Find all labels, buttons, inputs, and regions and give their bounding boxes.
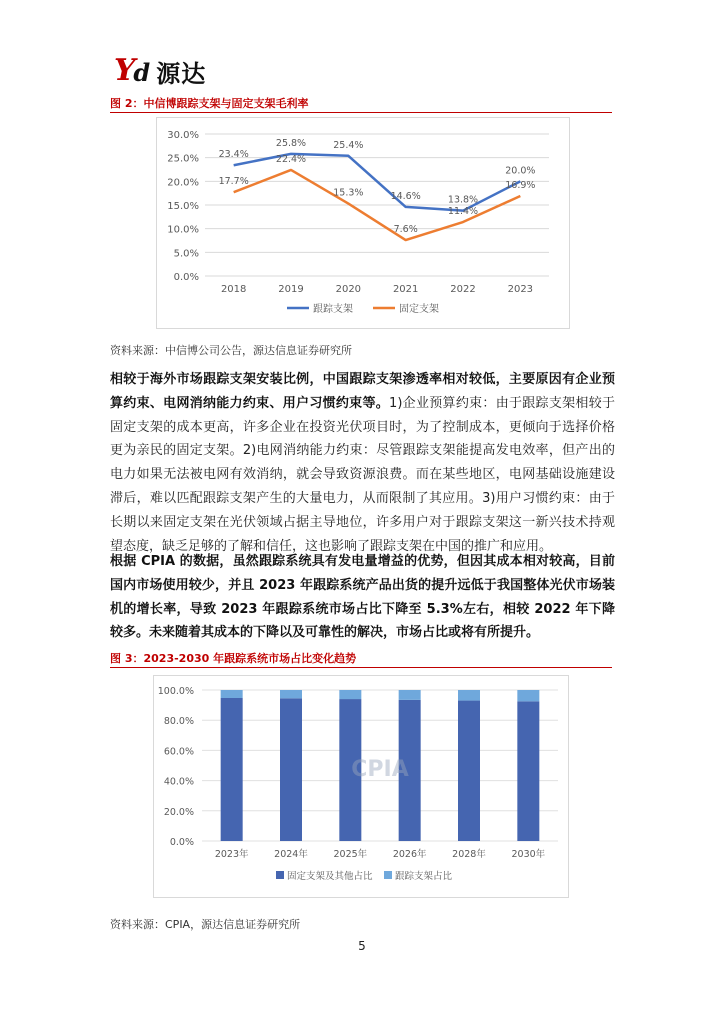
- bar-tracking-segment: [517, 690, 539, 701]
- data-label: 25.8%: [275, 137, 307, 149]
- page-number: 5: [358, 939, 366, 953]
- figure3-title-rule: [110, 667, 612, 668]
- figure3-chart-frame: [153, 675, 569, 898]
- data-label: 11.4%: [447, 206, 479, 218]
- x-tick-label: 2023年: [214, 849, 249, 860]
- bar-tracking-segment: [221, 690, 243, 698]
- x-tick-label: 2020: [335, 284, 362, 295]
- data-label: 25.4%: [333, 139, 364, 151]
- data-label: 7.6%: [393, 224, 418, 236]
- y-tick-label: 10.0%: [167, 224, 199, 236]
- y-tick-label: 5.0%: [173, 248, 199, 260]
- x-tick-label: 2030年: [511, 849, 546, 860]
- figure2-title: 图 2：中信博跟踪支架与固定支架毛利率: [110, 97, 309, 110]
- legend-swatch: [384, 871, 392, 879]
- watermark-text: CPIA: [351, 757, 409, 782]
- figure2-source: 资料来源：中信博公司公告，源达信息证券研究所: [110, 344, 352, 357]
- bar-fixed-segment: [517, 701, 539, 841]
- paragraph-1-lead: 相较于海外市场跟踪支架安装比例，中国跟踪支架渗透率相对较低，主要原因有企业预算约束、电网消纳能力约束、用户习惯约束等。: [110, 372, 615, 411]
- bar-fixed-segment: [458, 701, 480, 841]
- legend-label: 跟踪支架占比: [395, 871, 453, 882]
- bar-fixed-segment: [280, 698, 302, 841]
- legend-label: 固定支架: [399, 304, 439, 315]
- legend-swatch: [276, 871, 284, 879]
- x-tick-label: 2024年: [274, 849, 308, 860]
- figure2-line-chart: [157, 118, 569, 328]
- logo-mark: [114, 53, 151, 88]
- logo-mark-d: d: [133, 58, 151, 87]
- data-label: 20.0%: [505, 165, 536, 177]
- x-tick-label: 2018: [220, 284, 247, 295]
- y-tick-label: 0.0%: [173, 272, 199, 283]
- figure3-title: 图 3：2023-2030 年跟踪系统市场占比变化趋势: [110, 652, 357, 665]
- logo-mark-y: Y: [114, 53, 136, 88]
- figure2-chart-frame: [156, 117, 570, 329]
- x-tick-label: 2025年: [333, 849, 368, 860]
- y-tick-label: 15.0%: [167, 201, 199, 212]
- bar-fixed-segment: [221, 698, 243, 841]
- x-tick-label: 2019: [278, 284, 304, 295]
- legend-label: 固定支架及其他占比: [287, 871, 373, 882]
- x-tick-label: 2023: [507, 284, 534, 295]
- x-tick-label: 2026年: [392, 849, 427, 860]
- y-tick-label: 60.0%: [163, 746, 194, 758]
- y-tick-label: 100.0%: [157, 686, 194, 697]
- figure2-title-rule: [110, 112, 612, 113]
- data-label: 14.6%: [390, 190, 421, 202]
- paragraph-2: [110, 550, 615, 645]
- data-label: 15.3%: [333, 187, 364, 199]
- data-label: 22.4%: [275, 153, 307, 165]
- x-tick-label: 2028年: [452, 849, 486, 860]
- y-tick-label: 40.0%: [163, 776, 194, 788]
- data-label: 13.8%: [447, 194, 479, 206]
- legend-label: 跟踪支架: [313, 304, 353, 315]
- y-tick-label: 20.0%: [167, 177, 199, 189]
- y-tick-label: 25.0%: [167, 153, 199, 165]
- logo-text: 源达: [156, 59, 207, 88]
- data-label: 23.4%: [218, 149, 249, 161]
- y-tick-label: 80.0%: [163, 716, 194, 728]
- company-logo: [114, 55, 206, 87]
- data-label: 17.7%: [218, 176, 249, 188]
- figure3-source: 资料来源：CPIA，源达信息证券研究所: [110, 918, 301, 931]
- bar-tracking-segment: [280, 690, 302, 698]
- paragraph-1-body: 1)企业预算约束：由于跟踪支架相较于固定支架的成本更高，许多企业在投资光伏项目时，为了控制成本，更倾向于选择价格更为亲民的固定支架。2)电网消纳能力约束：尽管跟踪支架能提高发电效率，但产出的电力如果无法被电网有效消纳，就会导致资源浪费。而在某些地区，电网基础设施建设滞后，难以匹配跟踪支架产生的大量电力，从而限制了其应用。3)用户习惯约束：由于长期以来固定支架在光伏领域占据主导地位，许多用户对于跟踪支架这一新兴技术持观望态度，缺乏足够的了解和信任，这也影响了跟踪支架在中国的推广和应用。: [110, 395, 615, 554]
- y-tick-label: 30.0%: [167, 130, 199, 141]
- paragraph-2-body: 根据 CPIA 的数据，虽然跟踪系统具有发电量增益的优势，但因其成本相对较高，目前国内市场使用较少，并且 2023 年跟踪系统产品出货的提升远低于我国整体光伏市场装机的增长率，导致 2023 年跟踪系统市场占比下降至 5.3%左右，相较 2022 年下降较多。未来随着其成本的下降以及可靠性的解决，市场占比或将有所提升。: [110, 554, 615, 641]
- x-tick-label: 2022: [450, 284, 476, 295]
- paragraph-1: [110, 368, 615, 558]
- bar-tracking-segment: [458, 690, 480, 701]
- bar-tracking-segment: [399, 690, 421, 700]
- data-label: 16.9%: [505, 180, 536, 192]
- figure3-bar-chart: [154, 676, 568, 897]
- bar-tracking-segment: [339, 690, 361, 699]
- y-tick-label: 20.0%: [163, 806, 194, 818]
- x-tick-label: 2021: [392, 284, 419, 295]
- y-tick-label: 0.0%: [169, 837, 194, 848]
